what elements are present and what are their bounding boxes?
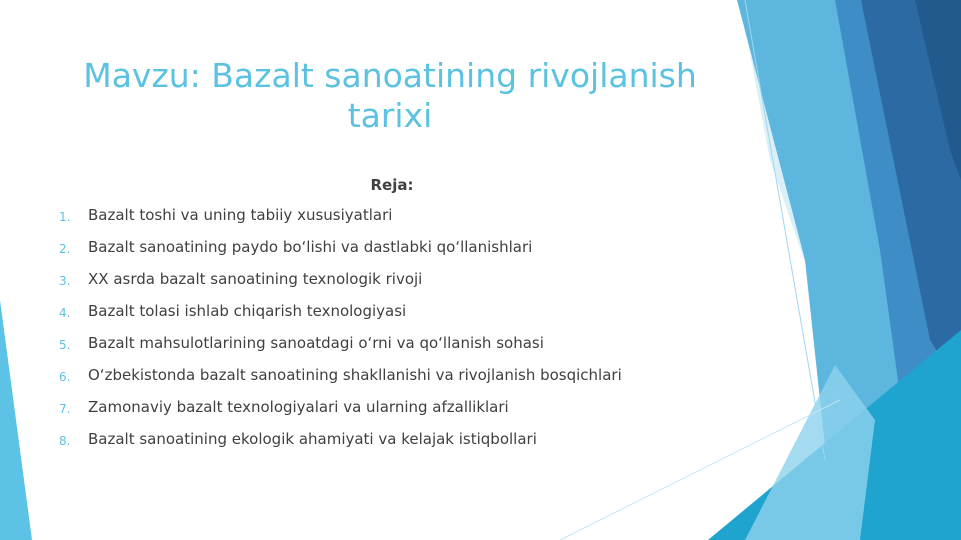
list-item-text: Bazalt sanoatining ekologik ahamiyati va kelajak istiqbollari bbox=[88, 430, 537, 448]
list-item bbox=[0, 334, 700, 366]
list-item bbox=[0, 270, 700, 302]
list-item-text: Zamonaviy bazalt texnologiyalari va ularning afzalliklari bbox=[88, 398, 509, 416]
list-item-number: 2. bbox=[59, 242, 71, 256]
list-item-number: 6. bbox=[59, 370, 71, 384]
list-item-number: 8. bbox=[59, 434, 71, 448]
slide-title-line-1: Mavzu: Bazalt sanoatining rivojlanish bbox=[83, 56, 697, 95]
list-item-text: Bazalt sanoatining paydo bo‘lishi va dastlabki qo‘llanishlari bbox=[88, 238, 533, 256]
list-item bbox=[0, 430, 700, 462]
list-item-number: 7. bbox=[59, 402, 71, 416]
list-item-text: XX asrda bazalt sanoatining texnologik rivoji bbox=[88, 270, 423, 288]
list-item-number: 3. bbox=[59, 274, 71, 288]
list-item bbox=[0, 366, 700, 398]
list-item bbox=[0, 398, 700, 430]
list-item bbox=[0, 238, 700, 270]
list-item-text: Bazalt mahsulotlarining sanoatdagi o‘rni va qo‘llanish sohasi bbox=[88, 334, 544, 352]
list-item-number: 5. bbox=[59, 338, 71, 352]
list-item bbox=[0, 206, 700, 238]
plan-heading: Reja: bbox=[370, 176, 414, 194]
list-item-number: 1. bbox=[59, 210, 71, 224]
list-item-text: O‘zbekistonda bazalt sanoatining shakllanishi va rivojlanish bosqichlari bbox=[88, 366, 622, 384]
list-item-text: Bazalt toshi va uning tabiiy xususiyatlari bbox=[88, 206, 393, 224]
slide-title bbox=[40, 56, 740, 136]
list-item-text: Bazalt tolasi ishlab chiqarish texnologiyasi bbox=[88, 302, 407, 320]
plan-list bbox=[0, 206, 700, 462]
list-item bbox=[0, 302, 700, 334]
list-item-number: 4. bbox=[59, 306, 71, 320]
slide-title-line-2: tarixi bbox=[347, 96, 433, 135]
